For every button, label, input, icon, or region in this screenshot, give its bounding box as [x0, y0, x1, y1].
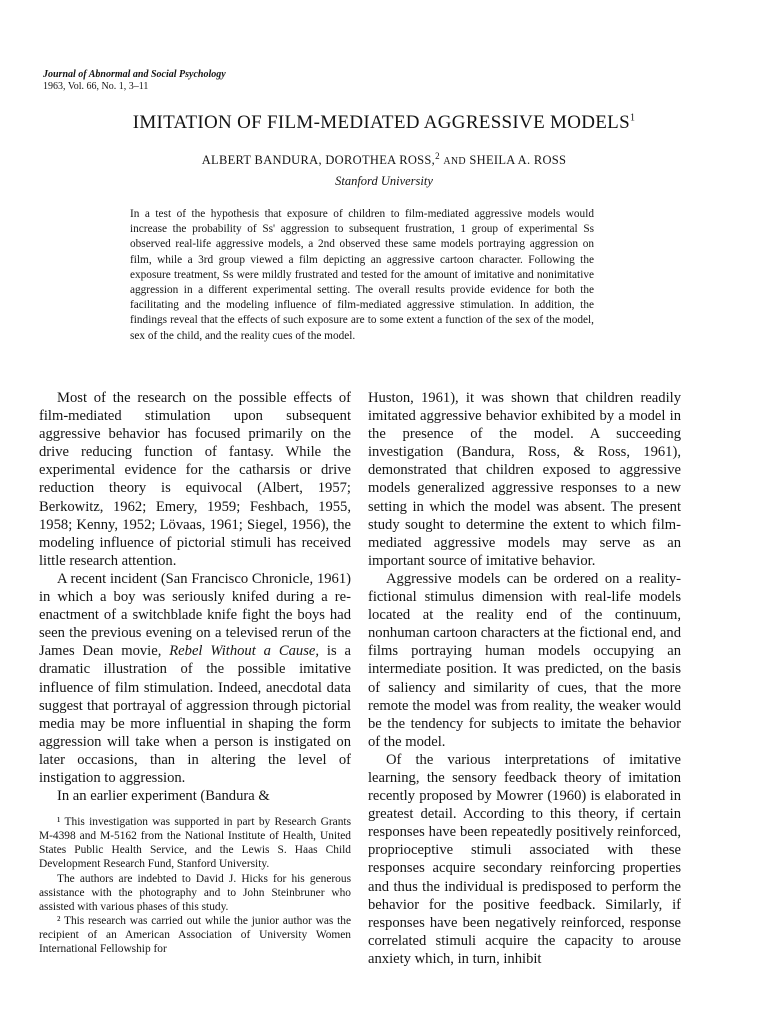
- journal-name: Journal of Abnormal and Social Psychology: [43, 69, 226, 80]
- article-title: [0, 112, 768, 134]
- body-column-right: [368, 389, 681, 968]
- paragraph-text: A recent incident (San Francisco Chronicle, 1961) in which a boy was seriously knifed during a re-enactment of a switchblade knife fight the boys had seen the previous evening on a televised rerun of the James Dean movie,: [39, 570, 351, 660]
- author-names-2: SHEILA A. ROSS: [469, 153, 567, 168]
- footnote-1: ¹ This investigation was supported in part by Research Grants M-4398 and M-5162 from the National Institute of Health, United States Public Health Service, and the Lewis S. Haas Child Development Research Fund, Stanford University.: [39, 816, 351, 871]
- author-list: [0, 151, 768, 168]
- paragraph: Aggressive models can be ordered on a reality-fictional stimulus dimension with real-life models located at the reality end of the continuum, nonhuman cartoon characters at the fictional end, and films portraying human models occupying an intermediate position. It was predicted, on the basis of saliency and similarity of cues, that the more remote the model was from reality, the weaker would be the tendency for subjects to imitate the behavior of the model.: [368, 570, 681, 750]
- film-title: Rebel Without a Cause,: [169, 643, 319, 660]
- author-footnote-marker: 2: [435, 151, 440, 161]
- paragraph: Most of the research on the possible effects of film-mediated stimulation upon subsequent aggressive behavior has focused primarily on the drive reducing function of fantasy. While the experimental evidence for the catharsis or drive reduction theory is equivocal (Albert, 1957; Berkowitz, 1962; Emery, 1959; Feshbach, 1955, 1958; Kenny, 1952; Lövaas, 1961; Siegel, 1956), the modeling influence of pictorial stimuli has received little research attention.: [39, 390, 351, 569]
- paragraph: Of the various interpretations of imitative learning, the sensory feedback theory of imitation recently proposed by Mowrer (1960) is elaborated in greatest detail. According to this theory, if certain responses have been repeatedly positively reinforced, proprioceptive stimuli associated with these responses acquire secondary reinforcing properties and thus the individual is predisposed to perform the behavior for the positive feedback. Similarly, if responses have been negatively reinforced, response correlated stimuli acquire the capacity to arouse anxiety which, in turn, inhibit: [368, 751, 681, 967]
- abstract: In a test of the hypothesis that exposure of children to film-mediated aggressive models would increase the probability of Ss' aggression to subsequent frustration, 1 group of experimental Ss observed real-life aggressive models, a 2nd observed these same models portraying aggression on film, while a 3rd group viewed a film depicting an aggressive cartoon character. Following the exposure treatment, Ss were mildly frustrated and tested for the amount of imitative and nonimitative aggression in a different experimental setting. The overall results provide evidence for both the facilitating and the modeling influence of film-mediated aggressive stimulation. In addition, the findings reveal that the effects of such exposure are to some extent a function of the sex of the model, sex of the child, and the reality cues of the model.: [130, 208, 594, 342]
- paragraph: Huston, 1961), it was shown that children readily imitated aggressive behavior exhibited by a model in the presence of the model. A succeeding investigation (Bandura, Ross, & Ross, 1961), demonstrated that children exposed to aggressive models generalized aggressive responses to a new setting in which the model was absent. The present study sought to determine the extent to which film-mediated aggressive models may serve as an important source of imitative behavior.: [368, 390, 681, 569]
- author-names-1: ALBERT BANDURA, DOROTHEA ROSS,: [201, 153, 436, 168]
- journal-header: [43, 69, 226, 93]
- title-text: IMITATION OF FILM-MEDIATED AGGRESSIVE MODELS: [132, 112, 630, 133]
- paragraph: In an earlier experiment (Bandura &: [57, 788, 270, 805]
- title-footnote-marker: 1: [629, 112, 636, 124]
- affiliation: Stanford University: [335, 174, 433, 188]
- paragraph: [39, 570, 351, 787]
- footnote-1-continued: The authors are indebted to David J. Hicks for his generous assistance with the photography and to John Steinbruner who assisted with various phases of this study.: [39, 872, 351, 913]
- footnote-2: ² This research was carried out while the junior author was the recipient of an American Association of University Women International Fellowship for: [39, 914, 351, 955]
- author-and: AND: [443, 156, 466, 168]
- body-column-left: [39, 389, 351, 956]
- journal-citation: 1963, Vol. 66, No. 1, 3–11: [43, 81, 149, 92]
- footnotes: [39, 815, 351, 956]
- paragraph-text: is a dramatic illustration of the possible imitative influence of film stimulation. Indeed, anecdotal data suggest that portrayal of aggression through pictorial media may be more influential in shaping the form aggression will take when a person is instigated on later occasions, than in altering the level of instigation to aggression.: [39, 643, 351, 786]
